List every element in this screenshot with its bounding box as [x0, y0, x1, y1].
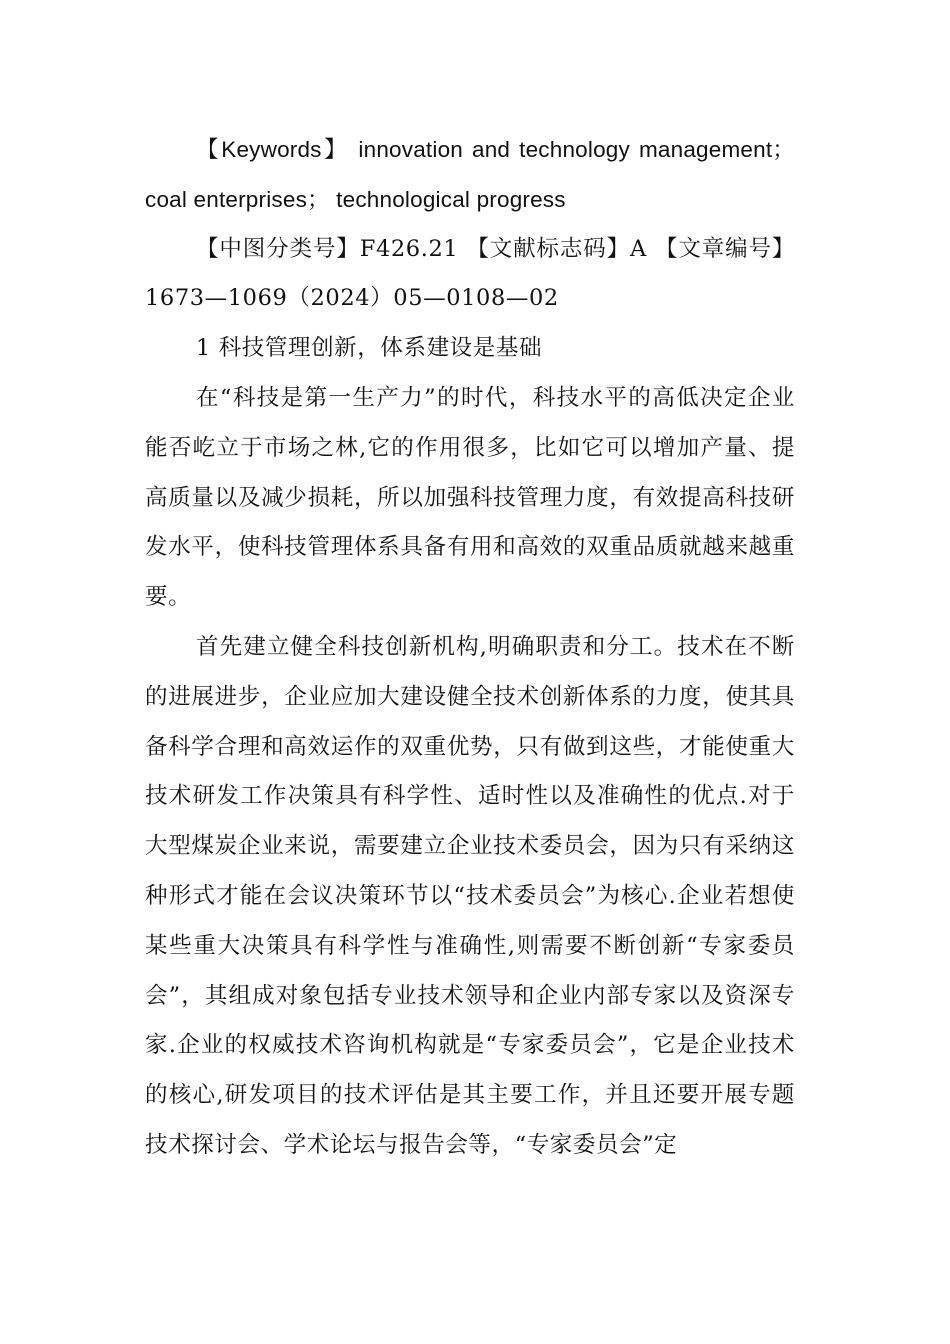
section-heading: 1 科技管理创新，体系建设是基础 [196, 335, 543, 362]
body-paragraph-2: 首先建立健全科技创新机构,明确职责和分工。技术在不断的进展进步，企业应加大建设健全技术创新体系的力度，使其具备科学合理和高效运作的双重优势，只有做到这些，才能使重大技术研发工作决策具有科学性、适时性以及准确性的优点.对于大型煤炭企业来说，需要建立企业技术委员会，因为只有采纳这种形式才能在会议决策环节以“技术委员会”为核心.企业若想使某些重大决策具有科学性与准确性,则需要不断创新“专家委员会”，其组成对象包括专业技术领导和企业内部专家以及资深专家.企业的权威技术咨询机构就是“专家委员会”，它是企业技术的核心,研发项目的技术评估是其主要工作，并且还要开展专题技术探讨会、学术论坛与报告会等，“专家委员会”定 [145, 633, 795, 1158]
body-paragraph-1: 在“科技是第一生产力”的时代，科技水平的高低决定企业能否屹立于市场之林,它的作用很多，比如它可以增加产量、提高质量以及减少损耗，所以加强科技管理力度，有效提高科技研发水平，使科技管理体系具备有用和高效的双重品质就越来越重要。 [145, 384, 795, 611]
classification-line: 【中图分类号】F426.21 【文献标志码】A 【文章编号】1673—1069（2024）05—0108—02 [145, 235, 795, 312]
document-body [145, 125, 795, 1171]
keywords-line: 【Keywords】 innovation and technology management； coal enterprises； technological progress [145, 137, 795, 212]
